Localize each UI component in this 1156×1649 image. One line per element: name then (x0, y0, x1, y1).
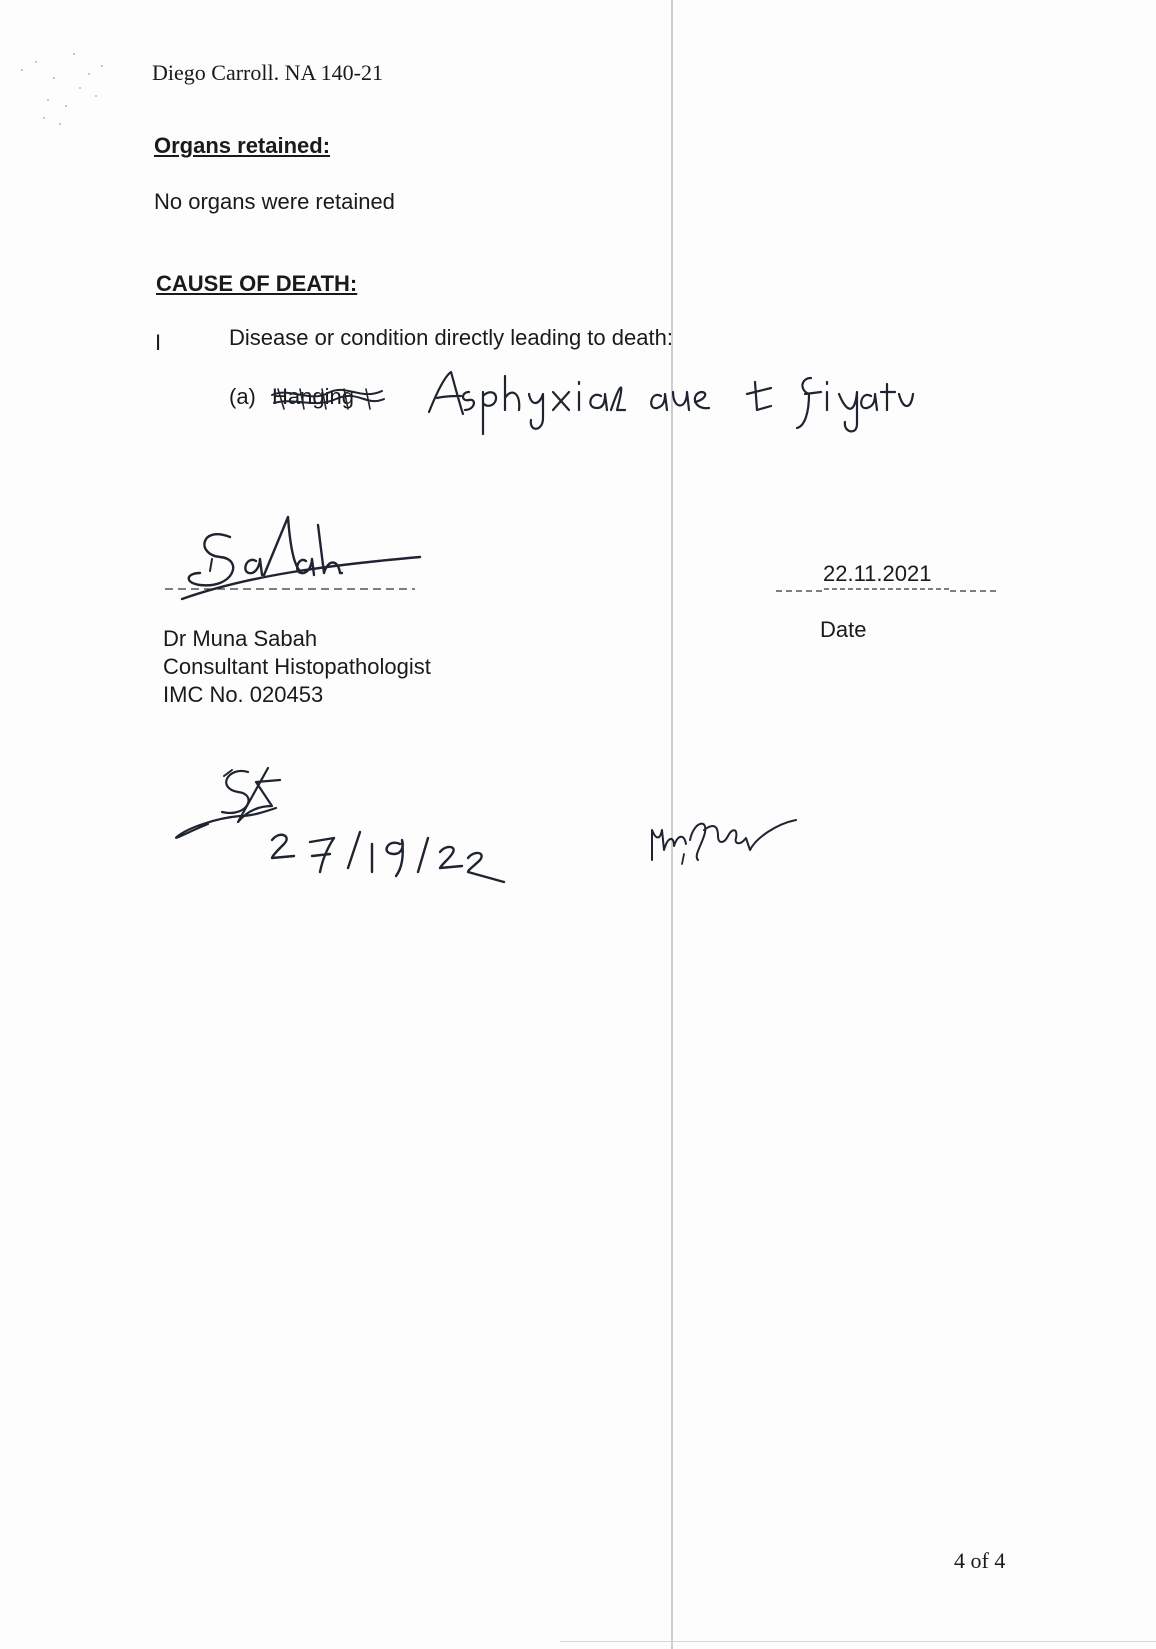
page-bottom-edge (560, 1641, 1156, 1642)
signatory-registration: IMC No. 020453 (163, 682, 324, 707)
signatory-title: Consultant Histopathologist (163, 654, 431, 679)
organs-retained-heading: Organs retained: (154, 133, 331, 158)
cause-item-label: (a) (229, 384, 256, 409)
cause-of-death-heading: CAUSE OF DEATH: (156, 271, 358, 296)
scan-specks (14, 44, 114, 134)
second-handwritten-signature (646, 810, 846, 870)
struck-typed-entry: Hanging (272, 384, 354, 409)
handwritten-date (268, 828, 518, 888)
cause-part-label: I (155, 330, 162, 355)
signature-dashed-line (165, 586, 415, 592)
case-reference: Diego Carroll. NA 140-21 (152, 60, 383, 85)
signatory-name: Dr Muna Sabah (163, 626, 318, 651)
doctor-signature (160, 515, 425, 610)
page-number: 4 of 4 (954, 1548, 1006, 1573)
date-label: Date (820, 617, 867, 642)
organs-retained-text: No organs were retained (154, 189, 395, 214)
signatory-block (163, 625, 431, 709)
date-value: 22.11.2021 (823, 561, 932, 586)
strikethrough-scribble (270, 383, 386, 413)
cause-part-text: Disease or condition directly leading to death: (229, 325, 673, 350)
handwritten-cause-entry (425, 370, 915, 460)
